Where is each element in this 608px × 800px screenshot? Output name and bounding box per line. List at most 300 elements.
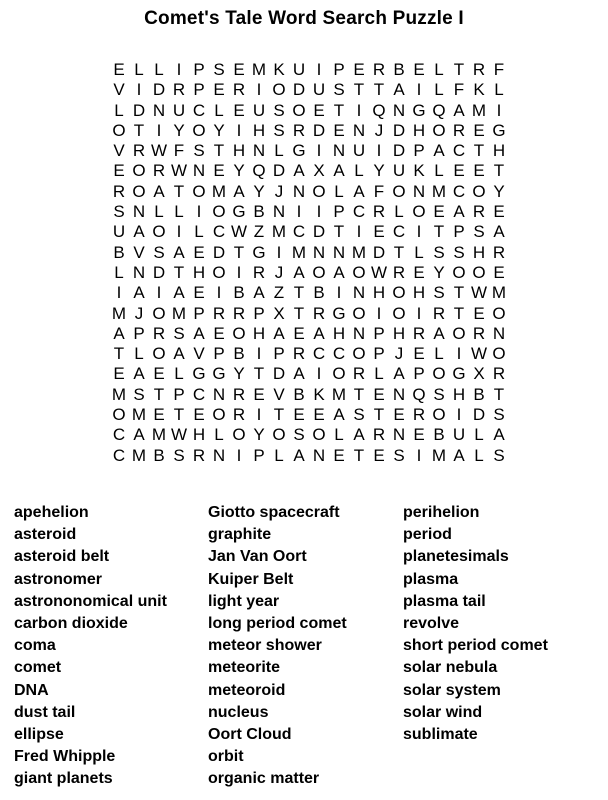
grid-letter[interactable]: P bbox=[253, 303, 265, 323]
grid-letter[interactable]: A bbox=[173, 344, 185, 364]
grid-letter[interactable]: D bbox=[272, 161, 286, 181]
grid-letter[interactable]: R bbox=[292, 344, 306, 364]
grid-letter[interactable]: X bbox=[473, 364, 485, 384]
grid-letter[interactable]: T bbox=[173, 181, 185, 201]
grid-letter[interactable]: L bbox=[114, 100, 124, 120]
grid-letter[interactable]: E bbox=[473, 161, 485, 181]
grid-letter[interactable]: M bbox=[131, 445, 147, 465]
grid-letter[interactable]: H bbox=[392, 323, 406, 343]
grid-letter[interactable]: Q bbox=[252, 161, 266, 181]
grid-letter[interactable]: L bbox=[214, 425, 224, 445]
grid-letter[interactable]: O bbox=[352, 262, 366, 282]
grid-letter[interactable]: O bbox=[432, 405, 446, 425]
grid-letter[interactable]: U bbox=[292, 60, 306, 79]
grid-letter[interactable]: M bbox=[211, 181, 227, 201]
grid-letter[interactable]: M bbox=[251, 60, 267, 79]
grid-letter[interactable]: L bbox=[334, 425, 344, 445]
grid-letter[interactable]: A bbox=[173, 283, 185, 303]
grid-letter[interactable]: N bbox=[152, 100, 166, 120]
grid-letter[interactable]: E bbox=[373, 384, 385, 404]
grid-letter[interactable]: R bbox=[372, 60, 386, 79]
grid-letter[interactable]: N bbox=[332, 141, 346, 161]
grid-letter[interactable]: Y bbox=[373, 161, 385, 181]
grid-letter[interactable]: O bbox=[152, 222, 166, 242]
grid-letter[interactable]: D bbox=[132, 100, 146, 120]
grid-letter[interactable]: S bbox=[433, 283, 445, 303]
grid-letter[interactable]: O bbox=[152, 303, 166, 323]
grid-letter[interactable]: P bbox=[273, 344, 285, 364]
grid-letter[interactable]: W bbox=[470, 344, 488, 364]
grid-letter[interactable]: L bbox=[154, 202, 164, 222]
grid-letter[interactable]: A bbox=[293, 445, 305, 465]
grid-letter[interactable]: N bbox=[192, 161, 206, 181]
grid-letter[interactable]: H bbox=[332, 323, 346, 343]
grid-letter[interactable]: M bbox=[171, 303, 187, 323]
grid-letter[interactable]: J bbox=[374, 120, 384, 140]
grid-letter[interactable]: H bbox=[372, 283, 386, 303]
grid-letter[interactable]: E bbox=[113, 60, 125, 79]
grid-letter[interactable]: I bbox=[376, 141, 382, 161]
grid-letter[interactable]: E bbox=[313, 405, 325, 425]
grid-letter[interactable]: C bbox=[392, 222, 406, 242]
grid-letter[interactable]: E bbox=[333, 120, 345, 140]
grid-letter[interactable]: Q bbox=[412, 384, 426, 404]
grid-letter[interactable]: P bbox=[173, 384, 185, 404]
grid-letter[interactable]: Q bbox=[372, 100, 386, 120]
grid-letter[interactable]: A bbox=[253, 283, 265, 303]
grid-letter[interactable]: L bbox=[414, 242, 424, 262]
grid-letter[interactable]: R bbox=[232, 80, 246, 100]
grid-letter[interactable]: G bbox=[492, 120, 506, 140]
grid-letter[interactable]: C bbox=[192, 100, 206, 120]
grid-letter[interactable]: F bbox=[373, 181, 385, 201]
grid-letter[interactable]: O bbox=[352, 344, 366, 364]
grid-letter[interactable]: R bbox=[452, 120, 466, 140]
grid-letter[interactable]: A bbox=[433, 323, 445, 343]
grid-letter[interactable]: O bbox=[452, 262, 466, 282]
grid-letter[interactable]: R bbox=[192, 445, 206, 465]
grid-letter[interactable]: A bbox=[333, 161, 345, 181]
grid-letter[interactable]: I bbox=[256, 405, 262, 425]
grid-letter[interactable]: O bbox=[412, 202, 426, 222]
grid-letter[interactable]: P bbox=[133, 323, 145, 343]
grid-letter[interactable]: E bbox=[293, 405, 305, 425]
grid-letter[interactable]: P bbox=[253, 445, 265, 465]
grid-letter[interactable]: I bbox=[236, 262, 242, 282]
grid-letter[interactable]: E bbox=[413, 425, 425, 445]
grid-letter[interactable]: T bbox=[353, 384, 365, 404]
grid-letter[interactable]: T bbox=[373, 80, 385, 100]
grid-letter[interactable]: E bbox=[253, 384, 265, 404]
grid-letter[interactable]: T bbox=[353, 445, 365, 465]
grid-letter[interactable]: O bbox=[492, 303, 506, 323]
grid-letter[interactable]: E bbox=[353, 60, 365, 79]
grid-letter[interactable]: S bbox=[453, 242, 465, 262]
grid-letter[interactable]: X bbox=[313, 161, 325, 181]
grid-letter[interactable]: G bbox=[292, 141, 306, 161]
grid-letter[interactable]: P bbox=[413, 364, 425, 384]
grid-letter[interactable]: O bbox=[132, 161, 146, 181]
grid-letter[interactable]: S bbox=[153, 242, 165, 262]
grid-letter[interactable]: T bbox=[333, 222, 345, 242]
grid-letter[interactable]: A bbox=[393, 80, 405, 100]
grid-letter[interactable]: O bbox=[392, 303, 406, 323]
grid-letter[interactable]: I bbox=[196, 202, 202, 222]
grid-letter[interactable]: S bbox=[173, 445, 185, 465]
grid-letter[interactable]: R bbox=[372, 425, 386, 445]
grid-letter[interactable]: L bbox=[114, 262, 124, 282]
grid-letter[interactable]: R bbox=[492, 242, 506, 262]
grid-letter[interactable]: A bbox=[153, 181, 165, 201]
grid-letter[interactable]: N bbox=[352, 323, 366, 343]
grid-letter[interactable]: T bbox=[253, 364, 265, 384]
grid-letter[interactable]: L bbox=[474, 445, 484, 465]
grid-letter[interactable]: U bbox=[352, 141, 366, 161]
grid-letter[interactable]: P bbox=[373, 344, 385, 364]
grid-letter[interactable]: L bbox=[274, 141, 284, 161]
grid-letter[interactable]: I bbox=[356, 100, 362, 120]
grid-letter[interactable]: M bbox=[131, 405, 147, 425]
grid-letter[interactable]: S bbox=[433, 242, 445, 262]
grid-letter[interactable]: W bbox=[370, 262, 388, 282]
grid-letter[interactable]: U bbox=[392, 161, 406, 181]
grid-letter[interactable]: T bbox=[153, 384, 165, 404]
grid-letter[interactable]: O bbox=[452, 323, 466, 343]
grid-letter[interactable]: E bbox=[373, 222, 385, 242]
grid-letter[interactable]: I bbox=[316, 202, 322, 222]
grid-letter[interactable]: B bbox=[393, 60, 405, 79]
grid-letter[interactable]: C bbox=[332, 344, 346, 364]
grid-letter[interactable]: O bbox=[232, 323, 246, 343]
grid-letter[interactable]: C bbox=[292, 222, 306, 242]
grid-letter[interactable]: S bbox=[193, 141, 205, 161]
grid-letter[interactable]: M bbox=[431, 181, 447, 201]
grid-letter[interactable]: T bbox=[373, 405, 385, 425]
grid-letter[interactable]: I bbox=[456, 344, 462, 364]
grid-letter[interactable]: Z bbox=[253, 222, 265, 242]
grid-letter[interactable]: E bbox=[213, 161, 225, 181]
grid-letter[interactable]: I bbox=[236, 445, 242, 465]
grid-letter[interactable]: C bbox=[112, 445, 126, 465]
grid-letter[interactable]: D bbox=[312, 120, 326, 140]
grid-letter[interactable]: L bbox=[194, 222, 204, 242]
grid-letter[interactable]: T bbox=[233, 242, 245, 262]
grid-letter[interactable]: S bbox=[333, 80, 345, 100]
grid-letter[interactable]: J bbox=[274, 262, 284, 282]
grid-letter[interactable]: M bbox=[111, 384, 127, 404]
grid-letter[interactable]: R bbox=[232, 303, 246, 323]
grid-letter[interactable]: V bbox=[273, 384, 285, 404]
grid-letter[interactable]: U bbox=[172, 100, 186, 120]
grid-letter[interactable]: B bbox=[293, 384, 305, 404]
grid-letter[interactable]: T bbox=[173, 262, 185, 282]
grid-letter[interactable]: T bbox=[493, 384, 505, 404]
grid-letter[interactable]: L bbox=[154, 60, 164, 79]
grid-letter[interactable]: N bbox=[132, 202, 146, 222]
grid-letter[interactable]: I bbox=[496, 100, 502, 120]
grid-letter[interactable]: Y bbox=[173, 120, 185, 140]
grid-letter[interactable]: T bbox=[453, 60, 465, 79]
grid-letter[interactable]: C bbox=[192, 384, 206, 404]
grid-letter[interactable]: E bbox=[493, 202, 505, 222]
grid-letter[interactable]: S bbox=[273, 100, 285, 120]
grid-letter[interactable]: O bbox=[312, 181, 326, 201]
grid-letter[interactable]: R bbox=[212, 303, 226, 323]
grid-letter[interactable]: R bbox=[232, 405, 246, 425]
grid-letter[interactable]: M bbox=[111, 303, 127, 323]
grid-letter[interactable]: H bbox=[492, 141, 506, 161]
grid-letter[interactable]: N bbox=[352, 120, 366, 140]
grid-letter[interactable]: M bbox=[431, 445, 447, 465]
grid-letter[interactable]: E bbox=[193, 283, 205, 303]
grid-letter[interactable]: T bbox=[493, 161, 505, 181]
grid-letter[interactable]: O bbox=[292, 100, 306, 120]
grid-letter[interactable]: H bbox=[252, 323, 266, 343]
grid-letter[interactable]: A bbox=[353, 425, 365, 445]
grid-letter[interactable]: X bbox=[273, 303, 285, 323]
grid-letter[interactable]: E bbox=[333, 445, 345, 465]
grid-letter[interactable]: P bbox=[193, 303, 205, 323]
grid-letter[interactable]: O bbox=[472, 262, 486, 282]
grid-letter[interactable]: O bbox=[432, 120, 446, 140]
grid-letter[interactable]: R bbox=[392, 262, 406, 282]
grid-letter[interactable]: J bbox=[274, 181, 284, 201]
grid-letter[interactable]: E bbox=[433, 202, 445, 222]
grid-letter[interactable]: D bbox=[212, 242, 226, 262]
grid-letter[interactable]: A bbox=[493, 425, 505, 445]
grid-letter[interactable]: M bbox=[151, 425, 167, 445]
grid-letter[interactable]: R bbox=[252, 262, 266, 282]
grid-letter[interactable]: C bbox=[112, 425, 126, 445]
grid-letter[interactable]: L bbox=[494, 80, 504, 100]
grid-letter[interactable]: L bbox=[434, 344, 444, 364]
grid-letter[interactable]: P bbox=[333, 60, 345, 79]
grid-letter[interactable]: I bbox=[416, 222, 422, 242]
grid-letter[interactable]: Y bbox=[233, 364, 245, 384]
grid-letter[interactable]: S bbox=[273, 120, 285, 140]
grid-letter[interactable]: B bbox=[433, 425, 445, 445]
grid-letter[interactable]: I bbox=[376, 303, 382, 323]
grid-letter[interactable]: R bbox=[432, 303, 446, 323]
grid-letter[interactable]: A bbox=[493, 222, 505, 242]
grid-letter[interactable]: O bbox=[212, 405, 226, 425]
grid-letter[interactable]: T bbox=[273, 405, 285, 425]
grid-letter[interactable]: B bbox=[473, 384, 485, 404]
grid-letter[interactable]: H bbox=[192, 425, 206, 445]
grid-letter[interactable]: E bbox=[473, 120, 485, 140]
grid-letter[interactable]: T bbox=[393, 242, 405, 262]
grid-letter[interactable]: I bbox=[316, 364, 322, 384]
grid-letter[interactable]: C bbox=[352, 202, 366, 222]
grid-letter[interactable]: I bbox=[276, 242, 282, 262]
grid-letter[interactable]: R bbox=[472, 60, 486, 79]
grid-letter[interactable]: B bbox=[313, 283, 325, 303]
grid-letter[interactable]: G bbox=[232, 202, 246, 222]
grid-letter[interactable]: I bbox=[316, 141, 322, 161]
grid-letter[interactable]: E bbox=[413, 60, 425, 79]
grid-letter[interactable]: D bbox=[312, 222, 326, 242]
grid-letter[interactable]: Y bbox=[233, 161, 245, 181]
grid-letter[interactable]: L bbox=[174, 364, 184, 384]
grid-letter[interactable]: R bbox=[292, 120, 306, 140]
grid-letter[interactable]: E bbox=[373, 445, 385, 465]
grid-letter[interactable]: P bbox=[373, 323, 385, 343]
grid-letter[interactable]: R bbox=[372, 202, 386, 222]
grid-letter[interactable]: S bbox=[353, 405, 365, 425]
grid-letter[interactable]: T bbox=[473, 141, 485, 161]
grid-letter[interactable]: L bbox=[434, 80, 444, 100]
grid-letter[interactable]: T bbox=[113, 344, 125, 364]
grid-letter[interactable]: R bbox=[412, 323, 426, 343]
grid-letter[interactable]: L bbox=[434, 161, 444, 181]
grid-letter[interactable]: R bbox=[152, 161, 166, 181]
grid-letter[interactable]: E bbox=[473, 303, 485, 323]
grid-letter[interactable]: Y bbox=[433, 262, 445, 282]
grid-letter[interactable]: O bbox=[132, 181, 146, 201]
grid-letter[interactable]: W bbox=[150, 141, 168, 161]
grid-letter[interactable]: W bbox=[170, 161, 188, 181]
grid-letter[interactable]: M bbox=[271, 222, 287, 242]
grid-letter[interactable]: K bbox=[413, 161, 425, 181]
grid-letter[interactable]: S bbox=[493, 445, 505, 465]
grid-letter[interactable]: V bbox=[113, 80, 125, 100]
grid-letter[interactable]: T bbox=[173, 405, 185, 425]
grid-letter[interactable]: E bbox=[213, 323, 225, 343]
grid-letter[interactable]: H bbox=[232, 141, 246, 161]
grid-letter[interactable]: I bbox=[356, 222, 362, 242]
grid-letter[interactable]: N bbox=[252, 141, 266, 161]
grid-letter[interactable]: F bbox=[173, 141, 185, 161]
grid-letter[interactable]: A bbox=[293, 161, 305, 181]
grid-letter[interactable]: E bbox=[213, 80, 225, 100]
grid-letter[interactable]: R bbox=[152, 323, 166, 343]
grid-letter[interactable]: R bbox=[472, 323, 486, 343]
grid-letter[interactable]: U bbox=[252, 100, 266, 120]
grid-letter[interactable]: A bbox=[333, 405, 345, 425]
grid-letter[interactable]: S bbox=[173, 323, 185, 343]
grid-letter[interactable]: D bbox=[472, 405, 486, 425]
grid-letter[interactable]: R bbox=[472, 202, 486, 222]
grid-letter[interactable]: N bbox=[392, 425, 406, 445]
grid-letter[interactable]: F bbox=[453, 80, 465, 100]
grid-letter[interactable]: V bbox=[193, 344, 205, 364]
grid-letter[interactable]: P bbox=[413, 141, 425, 161]
grid-letter[interactable]: N bbox=[352, 283, 366, 303]
grid-letter[interactable]: N bbox=[312, 242, 326, 262]
grid-letter[interactable]: W bbox=[230, 222, 248, 242]
grid-letter[interactable]: R bbox=[412, 405, 426, 425]
grid-letter[interactable]: O bbox=[392, 283, 406, 303]
grid-letter[interactable]: O bbox=[232, 425, 246, 445]
grid-letter[interactable]: G bbox=[412, 100, 426, 120]
grid-letter[interactable]: B bbox=[253, 202, 265, 222]
grid-letter[interactable]: G bbox=[252, 242, 266, 262]
grid-letter[interactable]: K bbox=[273, 60, 285, 79]
grid-letter[interactable]: E bbox=[313, 100, 325, 120]
grid-letter[interactable]: A bbox=[453, 202, 465, 222]
grid-letter[interactable]: O bbox=[432, 364, 446, 384]
grid-letter[interactable]: L bbox=[394, 202, 404, 222]
grid-letter[interactable]: I bbox=[156, 120, 162, 140]
grid-letter[interactable]: N bbox=[272, 202, 286, 222]
grid-letter[interactable]: I bbox=[256, 344, 262, 364]
grid-letter[interactable]: Y bbox=[253, 181, 265, 201]
grid-letter[interactable]: H bbox=[412, 283, 426, 303]
grid-letter[interactable]: V bbox=[113, 141, 125, 161]
grid-letter[interactable]: E bbox=[453, 161, 465, 181]
grid-letter[interactable]: I bbox=[236, 120, 242, 140]
grid-letter[interactable]: I bbox=[136, 80, 142, 100]
grid-letter[interactable]: N bbox=[292, 181, 306, 201]
grid-letter[interactable]: T bbox=[213, 141, 225, 161]
grid-letter[interactable]: E bbox=[233, 100, 245, 120]
grid-letter[interactable]: R bbox=[112, 181, 126, 201]
grid-letter[interactable]: L bbox=[174, 202, 184, 222]
grid-letter[interactable]: T bbox=[293, 303, 305, 323]
grid-letter[interactable]: N bbox=[212, 445, 226, 465]
grid-letter[interactable]: R bbox=[352, 364, 366, 384]
grid-letter[interactable]: E bbox=[493, 262, 505, 282]
grid-letter[interactable]: L bbox=[134, 60, 144, 79]
grid-letter[interactable]: A bbox=[133, 425, 145, 445]
grid-letter[interactable]: N bbox=[492, 323, 506, 343]
grid-letter[interactable]: A bbox=[193, 323, 205, 343]
grid-letter[interactable]: O bbox=[312, 425, 326, 445]
grid-letter[interactable]: O bbox=[112, 405, 126, 425]
grid-letter[interactable]: T bbox=[133, 120, 145, 140]
grid-letter[interactable]: E bbox=[413, 262, 425, 282]
grid-letter[interactable]: T bbox=[453, 303, 465, 323]
grid-letter[interactable]: U bbox=[312, 80, 326, 100]
grid-letter[interactable]: A bbox=[433, 141, 445, 161]
grid-letter[interactable]: T bbox=[353, 80, 365, 100]
grid-letter[interactable]: M bbox=[331, 384, 347, 404]
grid-letter[interactable]: N bbox=[412, 181, 426, 201]
grid-letter[interactable]: O bbox=[152, 344, 166, 364]
grid-letter[interactable]: G bbox=[212, 364, 226, 384]
grid-letter[interactable]: P bbox=[213, 344, 225, 364]
grid-letter[interactable]: B bbox=[233, 344, 245, 364]
grid-letter[interactable]: I bbox=[296, 202, 302, 222]
grid-letter[interactable]: P bbox=[193, 80, 205, 100]
grid-letter[interactable]: R bbox=[232, 384, 246, 404]
grid-letter[interactable]: Q bbox=[432, 100, 446, 120]
grid-letter[interactable]: I bbox=[316, 60, 322, 79]
grid-letter[interactable]: N bbox=[132, 262, 146, 282]
grid-letter[interactable]: Y bbox=[253, 425, 265, 445]
grid-letter[interactable]: O bbox=[212, 202, 226, 222]
grid-letter[interactable]: D bbox=[152, 80, 166, 100]
grid-letter[interactable]: B bbox=[113, 242, 125, 262]
grid-letter[interactable]: E bbox=[293, 323, 305, 343]
grid-letter[interactable]: H bbox=[412, 120, 426, 140]
grid-letter[interactable]: C bbox=[452, 181, 466, 201]
grid-letter[interactable]: C bbox=[452, 141, 466, 161]
grid-letter[interactable]: L bbox=[334, 181, 344, 201]
grid-letter[interactable]: I bbox=[216, 283, 222, 303]
grid-letter[interactable]: E bbox=[153, 405, 165, 425]
grid-letter[interactable]: I bbox=[416, 303, 422, 323]
grid-letter[interactable]: A bbox=[293, 364, 305, 384]
grid-letter[interactable]: L bbox=[134, 344, 144, 364]
grid-letter[interactable]: I bbox=[176, 60, 182, 79]
grid-letter[interactable]: O bbox=[192, 181, 206, 201]
grid-letter[interactable]: S bbox=[393, 445, 405, 465]
grid-letter[interactable]: Y bbox=[493, 181, 505, 201]
grid-letter[interactable]: A bbox=[233, 181, 245, 201]
grid-letter[interactable]: H bbox=[192, 262, 206, 282]
grid-letter[interactable]: E bbox=[113, 364, 125, 384]
